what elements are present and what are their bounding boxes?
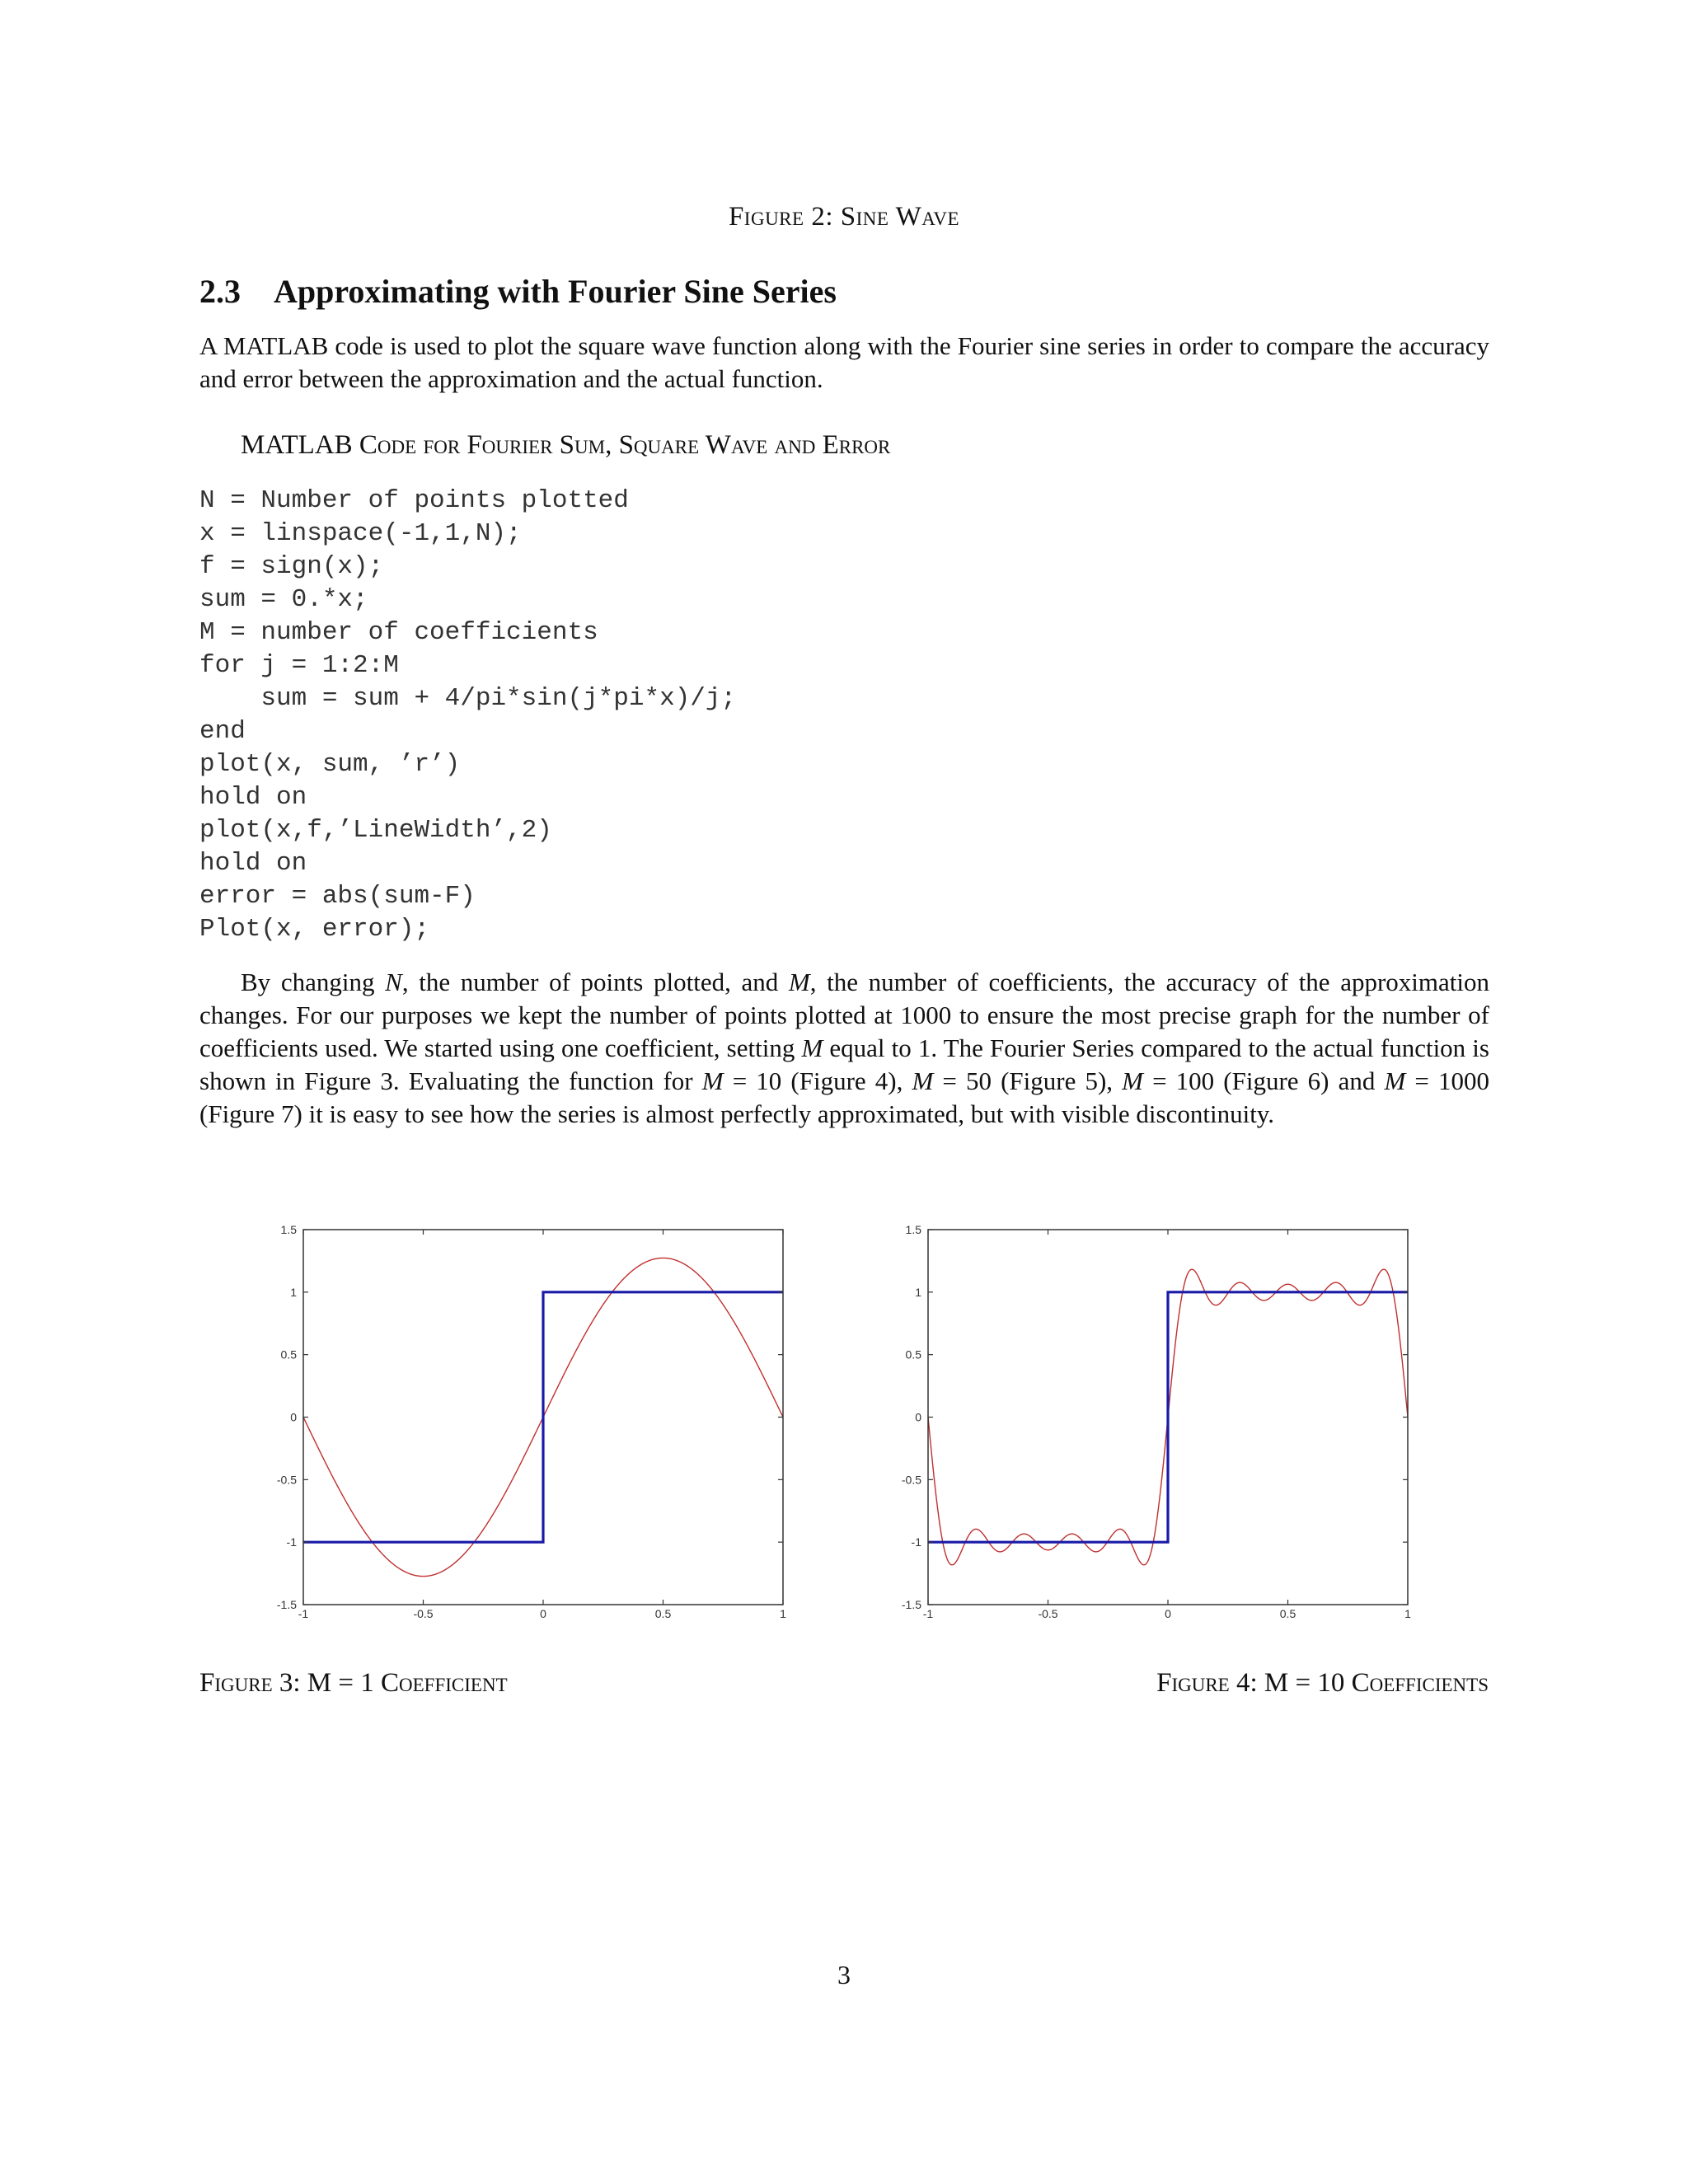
x-tick-label: -1 bbox=[922, 1607, 934, 1620]
code-line: hold on bbox=[199, 783, 307, 812]
matlab-code-block bbox=[199, 485, 736, 946]
x-tick-label: -0.5 bbox=[413, 1607, 434, 1620]
math-variable: M bbox=[1122, 1066, 1143, 1095]
x-tick-label: 0 bbox=[1165, 1607, 1171, 1620]
section-title: Approximating with Fourier Sine Series bbox=[274, 273, 837, 310]
y-tick-label: 1 bbox=[915, 1285, 921, 1299]
y-tick-label: 1 bbox=[290, 1285, 297, 1299]
figure4-caption bbox=[1156, 1668, 1489, 1699]
y-tick-label: -0.5 bbox=[276, 1473, 297, 1487]
paragraph-text: By changing bbox=[241, 968, 386, 996]
code-title-text: MATLAB Code for Fourier Sum, Square Wave and Error bbox=[241, 430, 891, 460]
math-variable: M bbox=[788, 968, 810, 996]
y-tick-label: -0.5 bbox=[901, 1473, 921, 1487]
square-wave-line bbox=[928, 1292, 1408, 1542]
code-line: end bbox=[199, 717, 246, 746]
figure4-plot bbox=[872, 1212, 1432, 1636]
body-paragraph bbox=[199, 966, 1489, 1131]
y-tick-label: -1 bbox=[911, 1535, 921, 1549]
y-tick-label: -1.5 bbox=[901, 1598, 921, 1611]
code-line: x = linspace(-1,1,N); bbox=[199, 519, 522, 548]
paragraph-text: , the number of points plotted, and bbox=[401, 968, 789, 996]
paragraph-text: , the number of coefficients, the accuracy of the approximation changes. For our purposes we kept the number of points plotted at 1000 to ensure the most precise graph for the number of coefficients used. We started using one coefficient, setting bbox=[199, 968, 1490, 1062]
code-line: error = abs(sum-F) bbox=[199, 882, 476, 911]
code-line: N = Number of points plotted bbox=[199, 486, 629, 515]
y-tick-label: 1.5 bbox=[280, 1223, 297, 1236]
code-line: Plot(x, error); bbox=[199, 915, 430, 944]
y-tick-label: 0 bbox=[290, 1410, 297, 1424]
code-line: sum = sum + 4/pi*sin(j*pi*x)/j; bbox=[260, 684, 737, 713]
figure4-chart bbox=[872, 1212, 1432, 1632]
paragraph-text: = 10 (Figure 4), bbox=[723, 1066, 912, 1095]
section-number: 2.3 bbox=[199, 273, 241, 310]
x-tick-label: 0.5 bbox=[654, 1607, 672, 1620]
intro-paragraph: A MATLAB code is used to plot the square wave function along with the Fourier sine series in order to compare the accuracy and error between the approximation and the actual function. bbox=[199, 331, 1489, 393]
code-line: for j = 1:2:M bbox=[199, 651, 399, 680]
page-number: 3 bbox=[837, 1960, 851, 1990]
figure3-chart bbox=[247, 1212, 808, 1632]
code-line: plot(x,f,’LineWidth’,2) bbox=[199, 816, 552, 845]
x-tick-label: -0.5 bbox=[1038, 1607, 1058, 1620]
y-tick-label: 0.5 bbox=[280, 1347, 297, 1361]
paragraph-text: = 50 (Figure 5), bbox=[933, 1066, 1123, 1095]
x-tick-label: 1 bbox=[780, 1607, 786, 1620]
code-line: plot(x, sum, ’r’) bbox=[199, 750, 461, 779]
math-variable: M bbox=[801, 1033, 823, 1062]
y-tick-label: 1.5 bbox=[905, 1223, 921, 1236]
figure2-caption bbox=[0, 201, 1688, 232]
code-line: hold on bbox=[199, 849, 307, 878]
figure3-caption bbox=[199, 1668, 508, 1699]
paragraph-text: = 1000 (Figure 7) it is easy to see how the series is almost perfectly approximated, but with visible discontinuity. bbox=[199, 1066, 1489, 1128]
code-title bbox=[241, 430, 890, 461]
x-tick-label: 1 bbox=[1404, 1607, 1411, 1620]
figure4-caption-text: Figure 4: M = 10 Coefficients bbox=[1156, 1668, 1489, 1698]
x-tick-label: 0.5 bbox=[1279, 1607, 1296, 1620]
figure3-plot bbox=[247, 1212, 808, 1636]
x-tick-label: -1 bbox=[298, 1607, 309, 1620]
figure2-caption-text: Figure 2: Sine Wave bbox=[728, 202, 960, 232]
y-tick-label: -1 bbox=[286, 1535, 297, 1549]
code-line: sum = 0.*x; bbox=[199, 585, 368, 614]
section-heading bbox=[199, 272, 837, 311]
y-tick-label: 0 bbox=[915, 1410, 921, 1424]
code-line: M = number of coefficients bbox=[199, 618, 598, 647]
math-variable: M bbox=[701, 1066, 724, 1095]
y-tick-label: 0.5 bbox=[905, 1347, 921, 1361]
math-variable: M bbox=[912, 1066, 934, 1095]
math-variable: N bbox=[385, 968, 402, 996]
y-tick-label: -1.5 bbox=[276, 1598, 297, 1611]
figure3-caption-text: Figure 3: M = 1 Coefficient bbox=[199, 1668, 508, 1698]
math-variable: M bbox=[1384, 1066, 1406, 1095]
x-tick-label: 0 bbox=[540, 1607, 546, 1620]
code-line: f = sign(x); bbox=[199, 552, 384, 581]
square-wave-line bbox=[303, 1292, 783, 1542]
paragraph-text: equal to 1. The Fourier Series compared to the actual function is shown in Figure 3. Evaluating the function for bbox=[199, 1033, 1489, 1095]
paragraph-text: = 100 (Figure 6) and bbox=[1142, 1066, 1385, 1095]
